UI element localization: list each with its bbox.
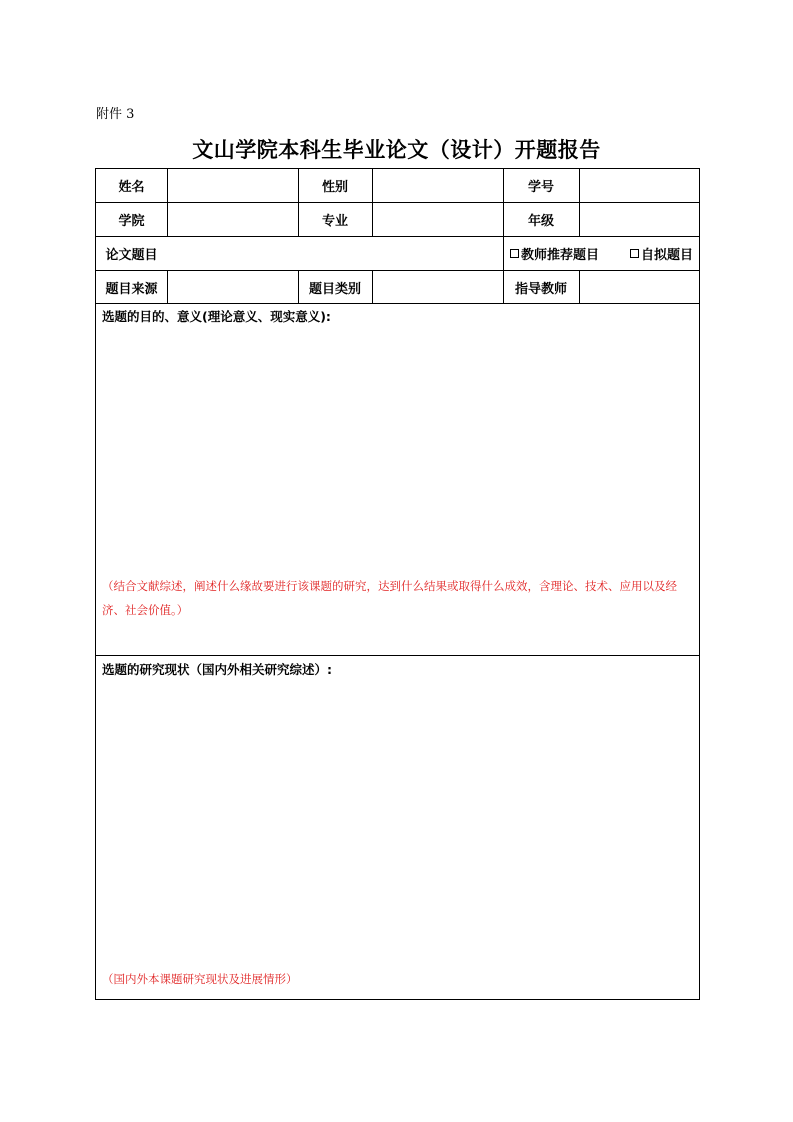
major-label: 专业 (321, 214, 348, 229)
self-proposed-option[interactable] (630, 244, 693, 263)
row-divider (96, 303, 699, 304)
topic-options (504, 237, 699, 270)
topic-source-field[interactable] (168, 271, 298, 303)
topic-source-label: 题目来源 (105, 281, 158, 297)
advisor-label: 指导教师 (514, 281, 567, 297)
purpose-significance-textarea[interactable] (96, 327, 699, 567)
checkbox-icon[interactable] (510, 249, 519, 258)
research-status-heading: 选题的研究现状（国内外相关研究综述）: (102, 662, 332, 677)
student-id-field[interactable] (580, 169, 699, 202)
purpose-significance-heading: 选题的目的、意义(理论意义、现实意义): (102, 309, 331, 324)
page-title: 文山学院本科生毕业论文（设计）开题报告 (192, 138, 601, 162)
gender-field[interactable] (373, 169, 503, 202)
student-id-label: 学号 (527, 180, 554, 195)
grade-label: 年级 (527, 214, 554, 229)
attachment-label: 附件 3 (96, 107, 135, 122)
thesis-title-field[interactable] (168, 237, 503, 270)
teacher-recommended-option[interactable] (510, 244, 599, 263)
name-label: 姓名 (118, 180, 145, 195)
thesis-title-label: 论文题目 (105, 248, 158, 263)
topic-type-label: 题目类别 (308, 281, 361, 297)
research-status-textarea[interactable] (96, 681, 699, 961)
college-label: 学院 (118, 214, 145, 229)
college-field[interactable] (168, 203, 298, 236)
major-field[interactable] (373, 203, 503, 236)
proposal-form (95, 168, 700, 1000)
purpose-significance-hint: （结合文献综述，阐述什么缘故要进行该课题的研究，达到什么结果或取得什么成效，含理论、技术、应用以及经济、社会价值。） (102, 579, 677, 617)
section-divider (96, 655, 699, 656)
advisor-field[interactable] (580, 271, 699, 303)
teacher-recommended-label: 教师推荐题目 (521, 248, 600, 263)
checkbox-icon[interactable] (630, 249, 639, 258)
gender-label: 性别 (321, 180, 348, 195)
topic-type-field[interactable] (373, 271, 503, 303)
self-proposed-label: 自拟题目 (640, 248, 693, 263)
research-status-hint: （国内外本课题研究现状及进展情形） (102, 972, 298, 986)
name-field[interactable] (168, 169, 298, 202)
grade-field[interactable] (580, 203, 699, 236)
